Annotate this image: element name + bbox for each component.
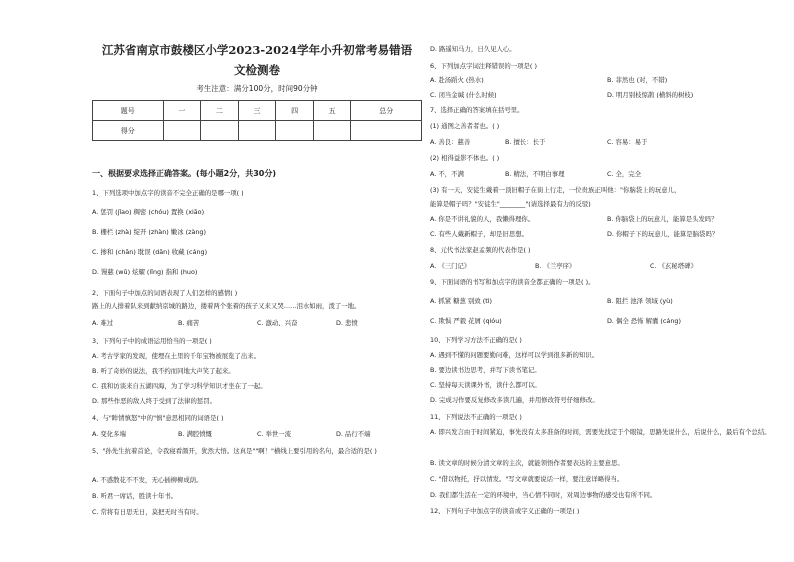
score-header-cell: 总分	[351, 101, 422, 121]
question-line: B. 听君一席话，胜读十年书。	[92, 492, 178, 500]
answer-option: A. 善良：慈善	[430, 138, 471, 146]
score-header-cell: 五	[313, 101, 351, 121]
question-line: A. 考古学家的发现，使埋在土里的千年宝物被展览了出来。	[92, 352, 261, 360]
score-cell	[201, 121, 239, 141]
question-line: 9、下面词语的书写和加点字的读音全都正确的一项是( )。	[430, 278, 595, 286]
question-line: B. 要边读书边思考，并写下读书笔记。	[430, 366, 541, 374]
score-cell	[163, 121, 201, 141]
question-line: D. 你帽子下的玩意儿，能算是脑袋吗？	[607, 230, 719, 238]
question-line: 4、与"眸情慎怒"中的"慎"意思相同的词语是( )	[92, 414, 224, 422]
section-1-title: 一、根据要求选择正确答案。(每小题2分，共30分)	[92, 169, 277, 178]
answer-option: C. 闭当金缄 (什么时候)	[430, 91, 497, 99]
question-line: D. 我们都生活在一定的环境中，当心情不同时，对周边事物的感受也有所不同。	[430, 491, 657, 499]
answer-option: C. 容易：易于	[607, 138, 648, 146]
answer-option: D. 悲愤	[336, 319, 358, 327]
question-line: C. 我和访谈来自五湖四海，为了学习科学知识才坐在了一起。	[92, 382, 267, 390]
answer-option: A. 不，不满	[430, 170, 464, 178]
question-line: 7、选择正确的答案填在括号里。	[430, 106, 524, 114]
question-line: B. 栅栏 (zhà) 绽开 (zhàn) 嫩冰 (zàng)	[92, 228, 206, 236]
answer-option: C. 全，完全	[607, 170, 642, 178]
score-header-cell: 一	[163, 101, 201, 121]
score-cell	[351, 121, 422, 141]
answer-option: B. 痛苦	[178, 319, 200, 327]
score-header-cell: 题号	[93, 101, 164, 121]
answer-option: B. 阻拦 池泽 领域 (yù)	[607, 297, 673, 305]
question-line: 11、下列说法不正确的一项是( )	[430, 413, 522, 421]
question-line: D. 完成习作要反复修改多读几遍，并用修改符号仔细修改。	[430, 396, 599, 404]
title-line-1: 江苏省南京市鼓楼区小学2023-2024学年小升初常考易错语	[101, 43, 413, 57]
score-table-header-row	[93, 101, 422, 121]
score-header-cell: 三	[238, 101, 276, 121]
question-line: C. "借以物托，抒以情发。"写文章就要说话一样，要注意详略得当。	[430, 475, 624, 483]
question-line: A. 惩罚 (jǐao) 稠密 (chóu) 置换 (xiāo)	[92, 208, 205, 216]
question-line: 12、下列句子中加点字的读音或字义正确的一项是( )	[430, 507, 580, 515]
question-line: 10、下列学习方法不正确的是( )	[430, 336, 522, 344]
answer-option: A. 抓紧 糖葱 别致 (tì)	[430, 297, 493, 305]
answer-option: A. 变化多端	[92, 430, 126, 438]
answer-option: A. 赴汤蹈火 (热水)	[430, 76, 484, 84]
answer-option: D. 明月别枝惊鹊 (横斜的树枝)	[607, 91, 694, 99]
exam-title	[92, 40, 422, 80]
answer-option: B. 精法，不明白事理	[505, 170, 565, 178]
question-line: B. 你脑袋上的玩意儿，能算是头发吗？	[607, 215, 718, 223]
question-line: 2、下面句子中加点的词语表现了人们怎样的感情( )	[92, 289, 238, 297]
question-line: A. 你是不讲礼貌的人，我懒得理你。	[430, 215, 535, 223]
score-table	[92, 100, 422, 141]
question-line: D. 馒慈 (wǔ) 炫耀 (lǐng) 指和 (huo)	[92, 268, 198, 276]
score-cell	[276, 121, 314, 141]
answer-option: C. 欺惧 严毅 花屑 (qióu)	[430, 317, 502, 325]
question-line: (3) 有一天，安徒生戴着一顶旧帽子在街上行走，一位贵族正叫他："你脑袋上的玩意儿，	[430, 186, 681, 194]
question-line: 能算是帽子吗？"安徒生"________"(请选择最有力的反驳)	[430, 200, 591, 208]
score-header-cell: 四	[276, 101, 314, 121]
score-header-cell: 二	[201, 101, 239, 121]
score-cell	[238, 121, 276, 141]
answer-option: B. 擅长：长于	[505, 138, 546, 146]
question-line: C. 有些人戴新帽子，却是旧思想。	[430, 230, 528, 238]
question-line: B. 读文章的时候分清文章的主次，就能领悟作者要表达的主要意思。	[430, 459, 624, 467]
answer-option: B. 菲然也 (对，不错)	[607, 76, 668, 84]
exam-note: 考生注意：满分100分，时间90分钟	[196, 84, 318, 93]
answer-option: A. 难过	[92, 319, 114, 327]
question-line: (2) 相得益影不体也。( )	[430, 154, 500, 162]
answer-option: D. 偶全 恐怖 解囊 (cáng)	[607, 317, 681, 325]
question-line: C. 常将有日思无日，莫把无时当有时。	[92, 508, 203, 516]
question-line: 路上的人排着队来到献纳京城的路边，搂着两个张着的孩子又来又哭……泪水如雨，泼了一地。	[92, 302, 361, 310]
question-line: C. 坚持每天读课外书，读什么都可以。	[430, 381, 541, 389]
score-table-row	[93, 121, 422, 141]
question-line: C. 掺和 (chān) 耽误 (dān) 收藏 (cáng)	[92, 248, 208, 256]
question-line: 1、下列选项中加点字的读音不完全正确的是哪一项( )	[92, 189, 244, 197]
question-line: 5、"孙先生抗着首论，令我寝看颜开，犹然大悟。这真是""啊！"横线上要引用的名句，最合适的是( )	[92, 447, 377, 455]
question-line: A. 遇到不懂的问题要勤问难，这样可以学到很多新的知识。	[430, 351, 599, 359]
answer-option: B. 《兰亭序》	[535, 262, 576, 270]
question-line: 8、元代书法家赵孟频的代表作是( )	[430, 246, 531, 254]
answer-option: B. 满腔愤慨	[178, 430, 213, 438]
question-line: A. 即兴发言由于时间紧迫，事先没有太多准备的时间，需要先找定于个眼镜，思路先说什么，后说什么，最后有个总结。	[430, 428, 771, 436]
title-line-2: 文检测卷	[234, 63, 280, 77]
answer-option: C. 《玄秘塔碑》	[650, 262, 697, 270]
question-line: 3、下列句子中的成语运用恰当的一项是( )	[92, 337, 212, 345]
question-line: B. 听了奇妙的说法，我不约而同地大声笑了起来。	[92, 367, 235, 375]
answer-option: D. 品行不端	[336, 430, 371, 438]
question-line: D. 那些作恶的敌人终于受到了法律的惩罚。	[92, 397, 217, 405]
question-line: (1) 通图之善者者也。( )	[430, 122, 500, 130]
answer-option: C. 举世一流	[257, 430, 292, 438]
score-cell	[313, 121, 351, 141]
score-row-label: 得分	[93, 121, 164, 141]
question-line: A. 不惑散花不不发，无心插柳柳成荫。	[92, 476, 203, 484]
answer-option: C. 激动、兴奋	[257, 319, 298, 327]
answer-option: A. 《三门记》	[430, 262, 471, 270]
question-line: D. 路遥知马力，日久见人心。	[430, 45, 516, 53]
question-line: 6、下列加点字词注释错误的一项是( )	[430, 62, 537, 70]
